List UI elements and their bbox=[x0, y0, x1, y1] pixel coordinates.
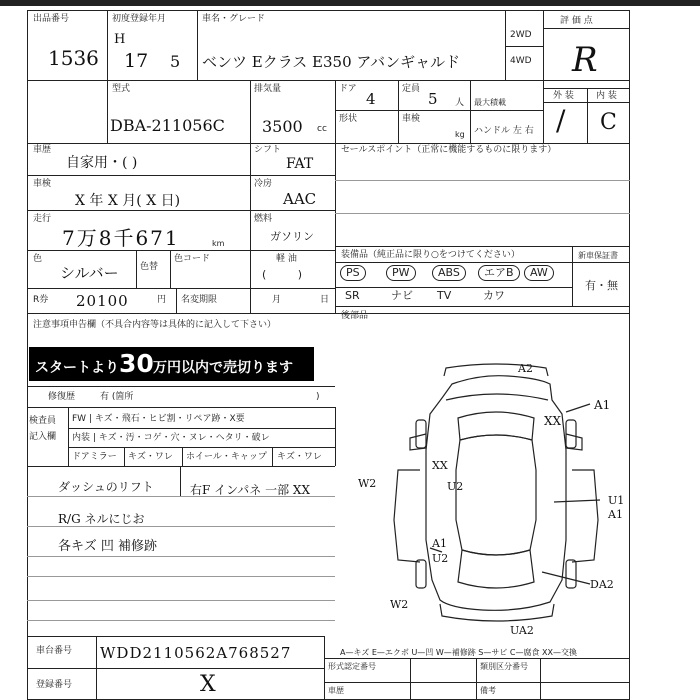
shift-label: シフト bbox=[254, 145, 282, 155]
repair-close: ) bbox=[316, 392, 320, 402]
load-unit: kg bbox=[455, 130, 465, 139]
diagram-xx-mid: XX bbox=[432, 459, 448, 472]
displacement-value: 3500 bbox=[262, 117, 303, 136]
footer-f1: 形式認定番号 bbox=[328, 662, 376, 671]
inspection-row-2: 内装 | キズ・汚・コゲ・穴・ヌレ・ヘタリ・破レ bbox=[72, 433, 270, 443]
mileage-value: 7万8千671 bbox=[62, 226, 180, 250]
diagram-xx-right: XX bbox=[544, 414, 562, 428]
doors-label: ドア bbox=[339, 84, 357, 94]
diagram-u2-lower: U2 bbox=[432, 552, 449, 565]
equipment-item-b-2: TV bbox=[437, 289, 452, 302]
exterior-value: / bbox=[556, 104, 566, 137]
new-warranty-value: 有・無 bbox=[585, 279, 618, 292]
color-value: シルバー bbox=[60, 264, 119, 282]
diagram-a2-top: A2 bbox=[518, 362, 533, 375]
equipment-item-b-3: カワ bbox=[483, 289, 505, 302]
lot-label: 出品番号 bbox=[33, 14, 70, 24]
equipment-item-4: AW bbox=[524, 265, 554, 281]
capacity-value: 5 bbox=[428, 90, 438, 108]
banner-amount: 30 bbox=[119, 349, 154, 378]
capacity-label: 定員 bbox=[402, 84, 421, 94]
recycle-value: 20100 bbox=[76, 292, 129, 310]
handle-label: ハンドル 左 右 bbox=[474, 126, 534, 136]
lot-number: 1536 bbox=[48, 46, 99, 70]
inspector-label-1: 検査員 bbox=[29, 416, 57, 426]
note-2: R/G ネルにじお bbox=[58, 512, 145, 526]
equipment-label: 装備品（純正品に限り○をつけてください） bbox=[341, 250, 520, 260]
rating-value: R bbox=[572, 40, 598, 80]
displacement-label: 排気量 bbox=[254, 84, 282, 94]
note-4: 右F インパネ 一部 XX bbox=[190, 483, 311, 497]
banner-suffix: 万円以内で売切ります bbox=[153, 360, 293, 376]
top-strip bbox=[0, 0, 700, 6]
new-warranty-label: 新車保証書 bbox=[578, 251, 618, 260]
model-value: ベンツ Eクラス E350 アバンギャルド bbox=[202, 53, 461, 71]
drive-4wd: 4WD bbox=[510, 56, 532, 66]
banner-prefix: スタートより bbox=[35, 360, 119, 376]
repair-label: 修復歴 bbox=[48, 392, 76, 402]
diagram-u1-right: U1 bbox=[608, 494, 625, 507]
recycle-label: R券 bbox=[33, 295, 49, 305]
model-code-value: DBA-211056C bbox=[110, 116, 225, 135]
equipment-item-0: PS bbox=[340, 265, 366, 281]
diagram-u2-mid: U2 bbox=[447, 480, 464, 493]
month-label: 月 bbox=[272, 295, 282, 305]
equipment-item-2: ABS bbox=[432, 265, 466, 281]
equipment-item-1: PW bbox=[386, 265, 416, 281]
inspection-row-3d: キズ・ワレ bbox=[277, 452, 322, 462]
light-oil-label: 軽 油 bbox=[276, 254, 297, 264]
first-reg-label: 初度登録年月 bbox=[112, 14, 167, 24]
year-value: 17 bbox=[124, 50, 149, 72]
diagram-a1-lower: A1 bbox=[432, 537, 447, 550]
after-parts-label: 後部品 bbox=[341, 311, 369, 321]
damage-legend: A—キズ E—エクボ U—凹 W—補修跡 S—サビ C—腐食 XX—交換 bbox=[340, 648, 578, 657]
month-value: 5 bbox=[170, 52, 181, 71]
usage-value: 自家用・( ) bbox=[66, 155, 138, 171]
ac-value: AAC bbox=[283, 190, 317, 208]
diagram-a1-right: A1 bbox=[594, 398, 611, 412]
mileage-unit: km bbox=[212, 239, 225, 248]
equipment-item-b-0: SR bbox=[345, 289, 360, 302]
rating-label: 評 価 点 bbox=[560, 16, 593, 26]
model-label: 車名・グレード bbox=[202, 14, 266, 24]
reg-value: X bbox=[200, 672, 216, 697]
shift-value: FAT bbox=[286, 156, 314, 172]
color-change-label: 色替 bbox=[140, 262, 159, 272]
usage-label: 車歴 bbox=[33, 145, 52, 155]
shape-label: 形状 bbox=[339, 114, 358, 124]
plate-type-label: 車検 bbox=[402, 114, 421, 124]
inspection-row-3a: ドアミラー bbox=[72, 452, 117, 462]
capacity-unit: 人 bbox=[455, 98, 465, 108]
inspection-row-3b: キズ・ワレ bbox=[128, 452, 173, 462]
fuel-label: 燃料 bbox=[254, 214, 273, 224]
inspection-row-3c: ホイール・キャップ bbox=[186, 452, 267, 462]
color-code-label: 色コード bbox=[174, 254, 211, 264]
model-code-label: 型式 bbox=[112, 84, 131, 94]
day-label: 日 bbox=[320, 295, 330, 305]
load-label: 最大積載 bbox=[474, 98, 506, 107]
fuel-value: ガソリン bbox=[270, 230, 314, 243]
repair-value: 有 (箇所 bbox=[100, 392, 134, 402]
diagram-ua2-bottom: UA2 bbox=[510, 624, 534, 637]
name-change-label: 名変期限 bbox=[181, 295, 218, 305]
diagram-w2-lower: W2 bbox=[390, 598, 409, 611]
drive-2wd: 2WD bbox=[510, 30, 532, 40]
recycle-unit: 円 bbox=[157, 295, 167, 305]
footer-f2: 類別区分番号 bbox=[480, 662, 528, 671]
note-3: 各キズ 凹 補修跡 bbox=[58, 539, 158, 554]
footer-f4: 備考 bbox=[480, 686, 496, 695]
sales-point-label: セールスポイント（正常に機能するものに限ります） bbox=[341, 145, 557, 155]
light-oil-paren: ( ) bbox=[262, 268, 303, 281]
interior-label: 内 装 bbox=[596, 91, 617, 101]
diagram-a1-right-2: A1 bbox=[608, 508, 623, 521]
diagram-da2-right: DA2 bbox=[590, 578, 614, 591]
era-value: H bbox=[114, 32, 126, 47]
equipment-item-b-1: ナビ bbox=[391, 289, 413, 302]
notice-banner bbox=[29, 347, 314, 381]
notes-label: 注意事項申告欄（不具合内容等は具体的に記入して下さい） bbox=[33, 320, 277, 330]
chassis-label: 車台番号 bbox=[36, 646, 73, 656]
inspection-label: 車検 bbox=[33, 179, 52, 189]
inspection-row-1: FW | キズ・飛石・ヒビ割・リペア跡・X要 bbox=[72, 414, 245, 424]
chassis-value: WDD2110562A768527 bbox=[100, 644, 292, 662]
doors-value: 4 bbox=[366, 90, 376, 108]
reg-label: 登録番号 bbox=[36, 680, 73, 690]
exterior-label: 外 装 bbox=[553, 91, 574, 101]
diagram-w2-left: W2 bbox=[358, 477, 377, 490]
displacement-unit: cc bbox=[317, 124, 327, 134]
note-1: ダッシュのリフト bbox=[58, 480, 154, 494]
ac-label: 冷房 bbox=[254, 179, 273, 189]
mileage-label: 走行 bbox=[33, 214, 52, 224]
inspector-label-2: 記入欄 bbox=[29, 432, 57, 442]
equipment-item-3: エアB bbox=[478, 265, 520, 281]
inspection-value: X 年 X 月( X 日) bbox=[75, 193, 181, 209]
color-label: 色 bbox=[33, 254, 43, 264]
interior-value: C bbox=[600, 110, 617, 135]
footer-f3: 車歴 bbox=[328, 686, 344, 695]
